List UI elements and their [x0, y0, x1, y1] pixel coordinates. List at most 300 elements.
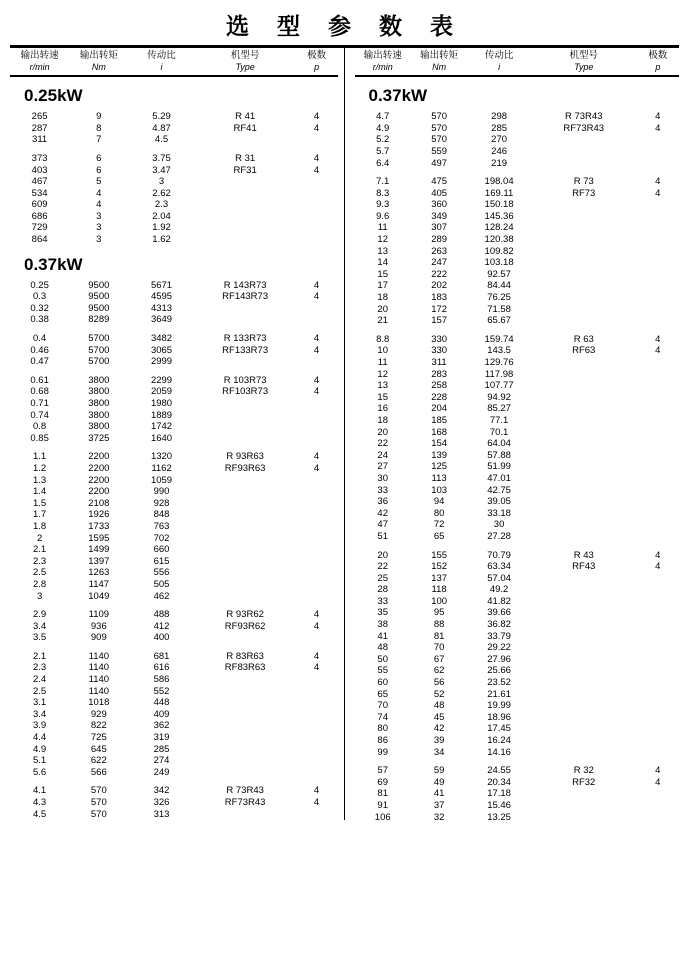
cell-output-torque: 725	[90, 732, 107, 744]
group-spacer-cell	[10, 778, 338, 785]
group-spacer-cell	[10, 444, 338, 451]
cell-output-torque: 3725	[88, 432, 110, 444]
power-rating-heading: 0.37kW	[368, 86, 428, 106]
cell-output-speed: 5.7	[376, 145, 390, 157]
cell-output-torque: 1018	[88, 697, 110, 709]
cell-output-torque: 155	[431, 549, 448, 561]
table-row	[355, 561, 680, 573]
cell-type	[195, 509, 296, 521]
cell-ratio: 39.66	[487, 607, 511, 619]
cell-output-torque: 9	[96, 111, 102, 123]
cell-output-speed: 51	[377, 530, 388, 542]
cell-poles	[637, 485, 679, 497]
cell-poles	[637, 573, 679, 585]
cell-type	[531, 357, 637, 369]
cell-ratio: 3649	[150, 314, 173, 326]
table-row	[355, 246, 680, 258]
cell-output-speed: 0.3	[33, 291, 47, 303]
cell-output-torque: 172	[431, 303, 448, 315]
cell-output-torque: 330	[431, 345, 448, 357]
cell-output-torque: 8289	[88, 314, 110, 326]
cell-poles	[637, 735, 679, 747]
cell-type: RF63	[572, 345, 596, 357]
cell-poles	[637, 158, 679, 170]
cell-output-torque: 1733	[88, 520, 110, 532]
header-cell-output-speed: 输出转速 r/min	[363, 50, 402, 72]
group-spacer-cell	[355, 327, 680, 334]
cell-output-torque: 1049	[88, 590, 110, 602]
cell-output-speed: 4.3	[33, 797, 47, 808]
cell-output-torque: 1499	[88, 544, 110, 556]
cell-type	[195, 486, 296, 498]
cell-ratio: 1980	[150, 398, 173, 409]
cell-output-torque: 152	[431, 561, 448, 573]
cell-ratio: 76.25	[487, 292, 511, 304]
table-row	[355, 438, 680, 450]
cell-output-torque: 45	[433, 711, 445, 723]
cell-output-speed: 48	[377, 642, 388, 654]
table-row	[355, 723, 680, 735]
table-row	[355, 111, 680, 123]
cell-type	[195, 211, 296, 223]
cell-output-torque: 3800	[88, 421, 110, 433]
cell-output-speed: 0.4	[33, 333, 47, 345]
cell-ratio: 128.24	[484, 222, 514, 234]
cell-output-speed: 28	[377, 584, 388, 596]
cell-output-torque: 49	[433, 776, 445, 788]
cell-poles	[296, 720, 338, 732]
group-spacer	[10, 644, 338, 651]
cell-poles	[296, 421, 338, 433]
cell-poles	[637, 596, 679, 608]
cell-ratio: 2.3	[154, 199, 169, 211]
cell-ratio: 25.66	[487, 665, 511, 677]
cell-poles	[296, 632, 338, 644]
group-spacer-cell	[10, 644, 338, 651]
table-row	[10, 475, 338, 487]
cell-type: R 93R63	[226, 451, 264, 463]
table-row	[355, 550, 680, 562]
header-cell-type: 机型号 Type	[569, 50, 598, 72]
cell-type	[195, 709, 296, 721]
cell-poles	[637, 369, 679, 381]
table-row	[10, 291, 338, 303]
cell-type	[531, 607, 637, 619]
page-title: 选 型 参 数 表	[225, 14, 464, 40]
cell-output-torque: 118	[431, 584, 447, 596]
spec-table	[10, 111, 338, 246]
table-row	[10, 314, 338, 326]
cell-type: RF103R73	[222, 386, 269, 398]
cell-output-torque: 283	[431, 368, 448, 380]
cell-ratio: 342	[153, 785, 170, 797]
cell-poles	[296, 398, 338, 410]
group-spacer	[355, 543, 680, 550]
group-spacer-cell	[355, 758, 680, 765]
cell-output-torque: 9500	[88, 302, 110, 314]
table-row	[10, 280, 338, 292]
cell-output-torque: 1397	[88, 555, 110, 567]
table-row	[10, 165, 338, 177]
cell-output-torque: 67	[433, 653, 445, 665]
power-rating-heading: 0.25kW	[24, 86, 83, 106]
cell-type	[195, 767, 296, 779]
table-row	[10, 544, 338, 556]
cell-output-torque: 570	[90, 785, 107, 797]
cell-ratio: 313	[153, 808, 170, 820]
cell-type	[531, 146, 637, 158]
cell-ratio: 298	[491, 111, 508, 123]
table-row	[355, 222, 680, 234]
cell-ratio: 36.82	[487, 619, 511, 631]
cell-type	[195, 199, 296, 211]
table-row	[10, 533, 338, 545]
cell-output-torque: 2200	[88, 451, 110, 463]
table-row	[10, 674, 338, 686]
table-row	[10, 709, 338, 721]
cell-ratio: 928	[153, 497, 170, 509]
cell-output-torque: 566	[90, 766, 107, 778]
cell-ratio: 4.5	[154, 134, 169, 146]
cell-type	[531, 800, 637, 812]
cell-output-speed: 1.3	[33, 474, 47, 486]
cell-poles	[637, 607, 679, 619]
table-row	[355, 607, 680, 619]
table-row	[10, 375, 338, 387]
cell-ratio: 63.34	[487, 561, 511, 573]
cell-output-speed: 1.5	[33, 497, 47, 509]
cell-output-torque: 100	[431, 595, 448, 607]
cell-type	[195, 134, 296, 146]
cell-poles	[637, 712, 679, 724]
cell-type	[531, 380, 637, 392]
cell-output-speed: 10	[377, 345, 388, 357]
cell-output-torque: 570	[90, 808, 107, 820]
table-row	[10, 176, 338, 188]
cell-ratio: 552	[153, 685, 170, 697]
table-row	[355, 677, 680, 689]
cell-output-torque: 6	[96, 164, 102, 176]
cell-poles	[637, 304, 679, 316]
cell-output-speed: 3.4	[33, 620, 47, 632]
cell-output-torque: 8	[96, 122, 102, 134]
cell-poles	[637, 654, 679, 666]
cell-poles: 4	[655, 187, 661, 199]
cell-type: RF31	[233, 164, 257, 176]
cell-output-speed: 70	[377, 700, 388, 712]
cell-ratio: 107.77	[484, 380, 514, 392]
table-row	[355, 596, 680, 608]
cell-type	[531, 473, 637, 485]
table-row	[10, 410, 338, 422]
table-row	[355, 573, 680, 585]
cell-output-torque: 570	[90, 797, 107, 808]
cell-ratio: 117.98	[484, 368, 514, 380]
cell-type	[195, 720, 296, 732]
cell-output-speed: 18	[377, 292, 388, 304]
cell-poles	[296, 199, 338, 211]
cell-poles	[637, 723, 679, 735]
table-row	[355, 700, 680, 712]
cell-type: RF133R73	[222, 344, 269, 356]
table-row	[355, 199, 680, 211]
table-row	[10, 785, 338, 797]
cell-output-speed: 2.9	[33, 609, 47, 621]
table-row	[10, 686, 338, 698]
cell-output-torque: 1263	[88, 567, 110, 579]
cell-output-speed: 373	[31, 152, 48, 164]
cell-type	[531, 211, 637, 223]
cell-type	[531, 631, 637, 643]
cell-ratio: 285	[153, 743, 170, 755]
cell-ratio: 39.05	[487, 496, 511, 508]
cell-type: R 83R63	[226, 650, 264, 662]
cell-poles	[296, 134, 338, 146]
cell-output-torque: 154	[431, 438, 448, 450]
cell-poles	[637, 438, 679, 450]
cell-output-torque: 822	[90, 720, 107, 732]
cell-type	[531, 700, 637, 712]
table-row	[355, 461, 680, 473]
cell-type	[531, 438, 637, 450]
table-row	[355, 211, 680, 223]
cell-poles	[637, 619, 679, 631]
cell-poles	[637, 473, 679, 485]
cell-ratio: 23.52	[487, 677, 511, 689]
cell-output-speed: 864	[31, 234, 48, 246]
cell-ratio: 30	[493, 519, 505, 531]
cell-ratio: 129.76	[484, 357, 514, 368]
cell-poles: 4	[313, 164, 320, 176]
cell-output-speed: 20	[377, 549, 388, 561]
cell-output-torque: 139	[431, 449, 448, 461]
group-spacer-cell	[355, 169, 680, 176]
cell-ratio: 1889	[150, 409, 173, 421]
table-row	[355, 450, 680, 462]
table-row	[355, 158, 680, 170]
cell-output-speed: 287	[31, 122, 48, 134]
cell-output-speed: 38	[377, 619, 388, 631]
cell-poles	[637, 211, 679, 223]
cell-ratio: 65.67	[487, 315, 511, 327]
cell-output-torque: 3800	[88, 386, 110, 398]
cell-poles	[637, 665, 679, 677]
cell-output-speed: 33	[377, 595, 388, 607]
cell-output-speed: 65	[377, 688, 388, 700]
cell-poles	[296, 567, 338, 579]
cell-type	[531, 292, 637, 304]
left-sections	[10, 77, 338, 820]
cell-poles	[637, 677, 679, 689]
cell-output-speed: 4.1	[33, 785, 47, 797]
cell-type: R 63	[573, 333, 594, 345]
cell-output-speed: 0.32	[30, 302, 49, 314]
cell-output-torque: 3	[96, 234, 102, 246]
cell-ratio: 400	[153, 632, 170, 644]
cell-output-torque: 349	[431, 210, 448, 222]
cell-type	[531, 654, 637, 666]
cell-output-torque: 95	[433, 607, 445, 619]
cell-type	[195, 303, 296, 315]
cell-type	[531, 199, 637, 211]
cell-type	[195, 591, 296, 603]
cell-output-torque: 62	[433, 665, 445, 677]
table-row	[10, 662, 338, 674]
cell-type	[531, 519, 637, 531]
cell-output-speed: 1.2	[33, 462, 47, 474]
header-cell-output-torque: 输出转矩 Nm	[420, 50, 459, 72]
table-row	[355, 642, 680, 654]
cell-output-speed: 91	[377, 799, 388, 811]
table-row	[10, 509, 338, 521]
cell-poles	[296, 176, 338, 188]
cell-ratio: 4595	[150, 291, 173, 303]
cell-output-torque: 5700	[88, 356, 110, 368]
cell-output-speed: 3.5	[33, 632, 47, 644]
cell-output-speed: 15	[377, 391, 388, 403]
cell-ratio: 5671	[150, 279, 173, 291]
cell-output-speed: 467	[31, 176, 48, 188]
cell-ratio: 150.18	[484, 199, 514, 211]
cell-output-speed: 2.8	[33, 578, 47, 590]
cell-ratio: 362	[153, 720, 170, 732]
cell-output-torque: 1140	[88, 662, 110, 674]
cell-ratio: 71.58	[487, 303, 511, 315]
cell-ratio: 556	[153, 567, 170, 579]
cell-ratio: 274	[153, 755, 170, 767]
header-cell-poles: 极数 p	[307, 50, 327, 72]
cell-poles	[637, 415, 679, 427]
cell-type	[531, 134, 637, 146]
cell-output-torque: 59	[433, 765, 445, 777]
cell-type: RF41	[233, 122, 257, 134]
table-row	[10, 755, 338, 767]
cell-ratio: 1320	[150, 451, 173, 463]
cell-output-torque: 137	[431, 572, 448, 584]
cell-output-speed: 1.8	[33, 520, 47, 532]
cell-type: R 41	[235, 111, 256, 123]
table-row	[355, 619, 680, 631]
cell-output-torque: 168	[431, 426, 448, 438]
group-spacer	[10, 146, 338, 153]
cell-ratio: 763	[153, 520, 170, 532]
cell-poles	[637, 134, 679, 146]
cell-poles	[296, 809, 338, 821]
cell-output-speed: 74	[377, 711, 388, 723]
cell-poles: 4	[655, 111, 661, 123]
table-row	[355, 519, 680, 531]
table-row	[355, 176, 680, 188]
cell-ratio: 246	[491, 145, 508, 157]
cell-poles	[296, 314, 338, 326]
table-row	[355, 380, 680, 392]
cell-output-speed: 9.6	[376, 210, 390, 222]
cell-output-torque: 3800	[88, 398, 110, 409]
cell-poles	[296, 521, 338, 533]
cell-poles	[637, 280, 679, 292]
cell-output-speed: 17	[377, 280, 388, 292]
cell-output-speed: 0.38	[30, 314, 49, 326]
header-cell-type: 机型号 Type	[230, 50, 260, 72]
cell-poles	[637, 531, 679, 543]
cell-output-speed: 0.61	[30, 374, 49, 386]
cell-output-torque: 183	[431, 292, 448, 304]
group-spacer	[10, 368, 338, 375]
cell-ratio: 1.62	[152, 234, 171, 246]
cell-ratio: 18.96	[487, 711, 511, 723]
cell-output-speed: 106	[374, 811, 391, 823]
cell-poles: 4	[313, 797, 320, 808]
table-row	[10, 222, 338, 234]
cell-output-speed: 6.4	[376, 157, 390, 169]
cell-output-torque: 5700	[88, 333, 110, 345]
cell-output-torque: 3800	[88, 374, 110, 386]
cell-output-speed: 20	[377, 426, 388, 438]
cell-type	[195, 222, 296, 234]
cell-ratio: 616	[153, 662, 170, 674]
cell-output-speed: 69	[377, 776, 388, 788]
table-row	[355, 415, 680, 427]
cell-output-speed: 12	[377, 368, 388, 380]
cell-output-speed: 80	[377, 723, 388, 735]
cell-output-speed: 13	[377, 245, 388, 257]
cell-output-speed: 22	[377, 561, 388, 573]
cell-output-torque: 72	[433, 519, 445, 531]
table-row	[355, 369, 680, 381]
cell-output-speed: 13	[377, 380, 388, 392]
cell-type	[531, 369, 637, 381]
cell-output-torque: 3	[96, 222, 102, 234]
cell-ratio: 29.22	[487, 642, 511, 654]
cell-type	[531, 619, 637, 631]
cell-poles	[637, 269, 679, 281]
cell-type	[195, 314, 296, 326]
cell-output-speed: 4.7	[376, 111, 390, 123]
cell-ratio: 109.82	[484, 245, 514, 257]
cell-ratio: 57.04	[487, 572, 511, 584]
cell-type: RF32	[572, 776, 596, 788]
cell-ratio: 24.55	[487, 765, 511, 777]
cell-type: R 73R43	[564, 111, 603, 123]
cell-ratio: 2.62	[152, 187, 171, 199]
cell-poles	[296, 533, 338, 545]
cell-type	[195, 732, 296, 744]
cell-type	[531, 735, 637, 747]
cell-type	[195, 521, 296, 533]
cell-output-torque: 330	[431, 333, 448, 345]
cell-output-torque: 263	[431, 245, 448, 257]
cell-output-speed: 729	[31, 222, 48, 234]
cell-poles: 4	[313, 785, 320, 797]
cell-ratio: 5.29	[152, 111, 171, 123]
cell-type	[531, 596, 637, 608]
cell-output-speed: 5.1	[33, 755, 47, 767]
cell-output-torque: 3	[96, 210, 102, 222]
cell-type: RF93R62	[224, 620, 266, 632]
cell-ratio: 462	[153, 590, 170, 602]
cell-ratio: 57.88	[487, 449, 511, 461]
cell-output-speed: 5.2	[376, 134, 390, 146]
cell-poles: 4	[655, 549, 661, 561]
table-row	[355, 134, 680, 146]
cell-output-torque: 2108	[88, 497, 110, 509]
cell-output-torque: 88	[433, 619, 445, 631]
cell-output-torque: 1595	[88, 532, 110, 544]
group-spacer	[10, 444, 338, 451]
cell-type	[195, 356, 296, 368]
cell-ratio: 70.79	[487, 549, 511, 561]
table-row	[355, 735, 680, 747]
